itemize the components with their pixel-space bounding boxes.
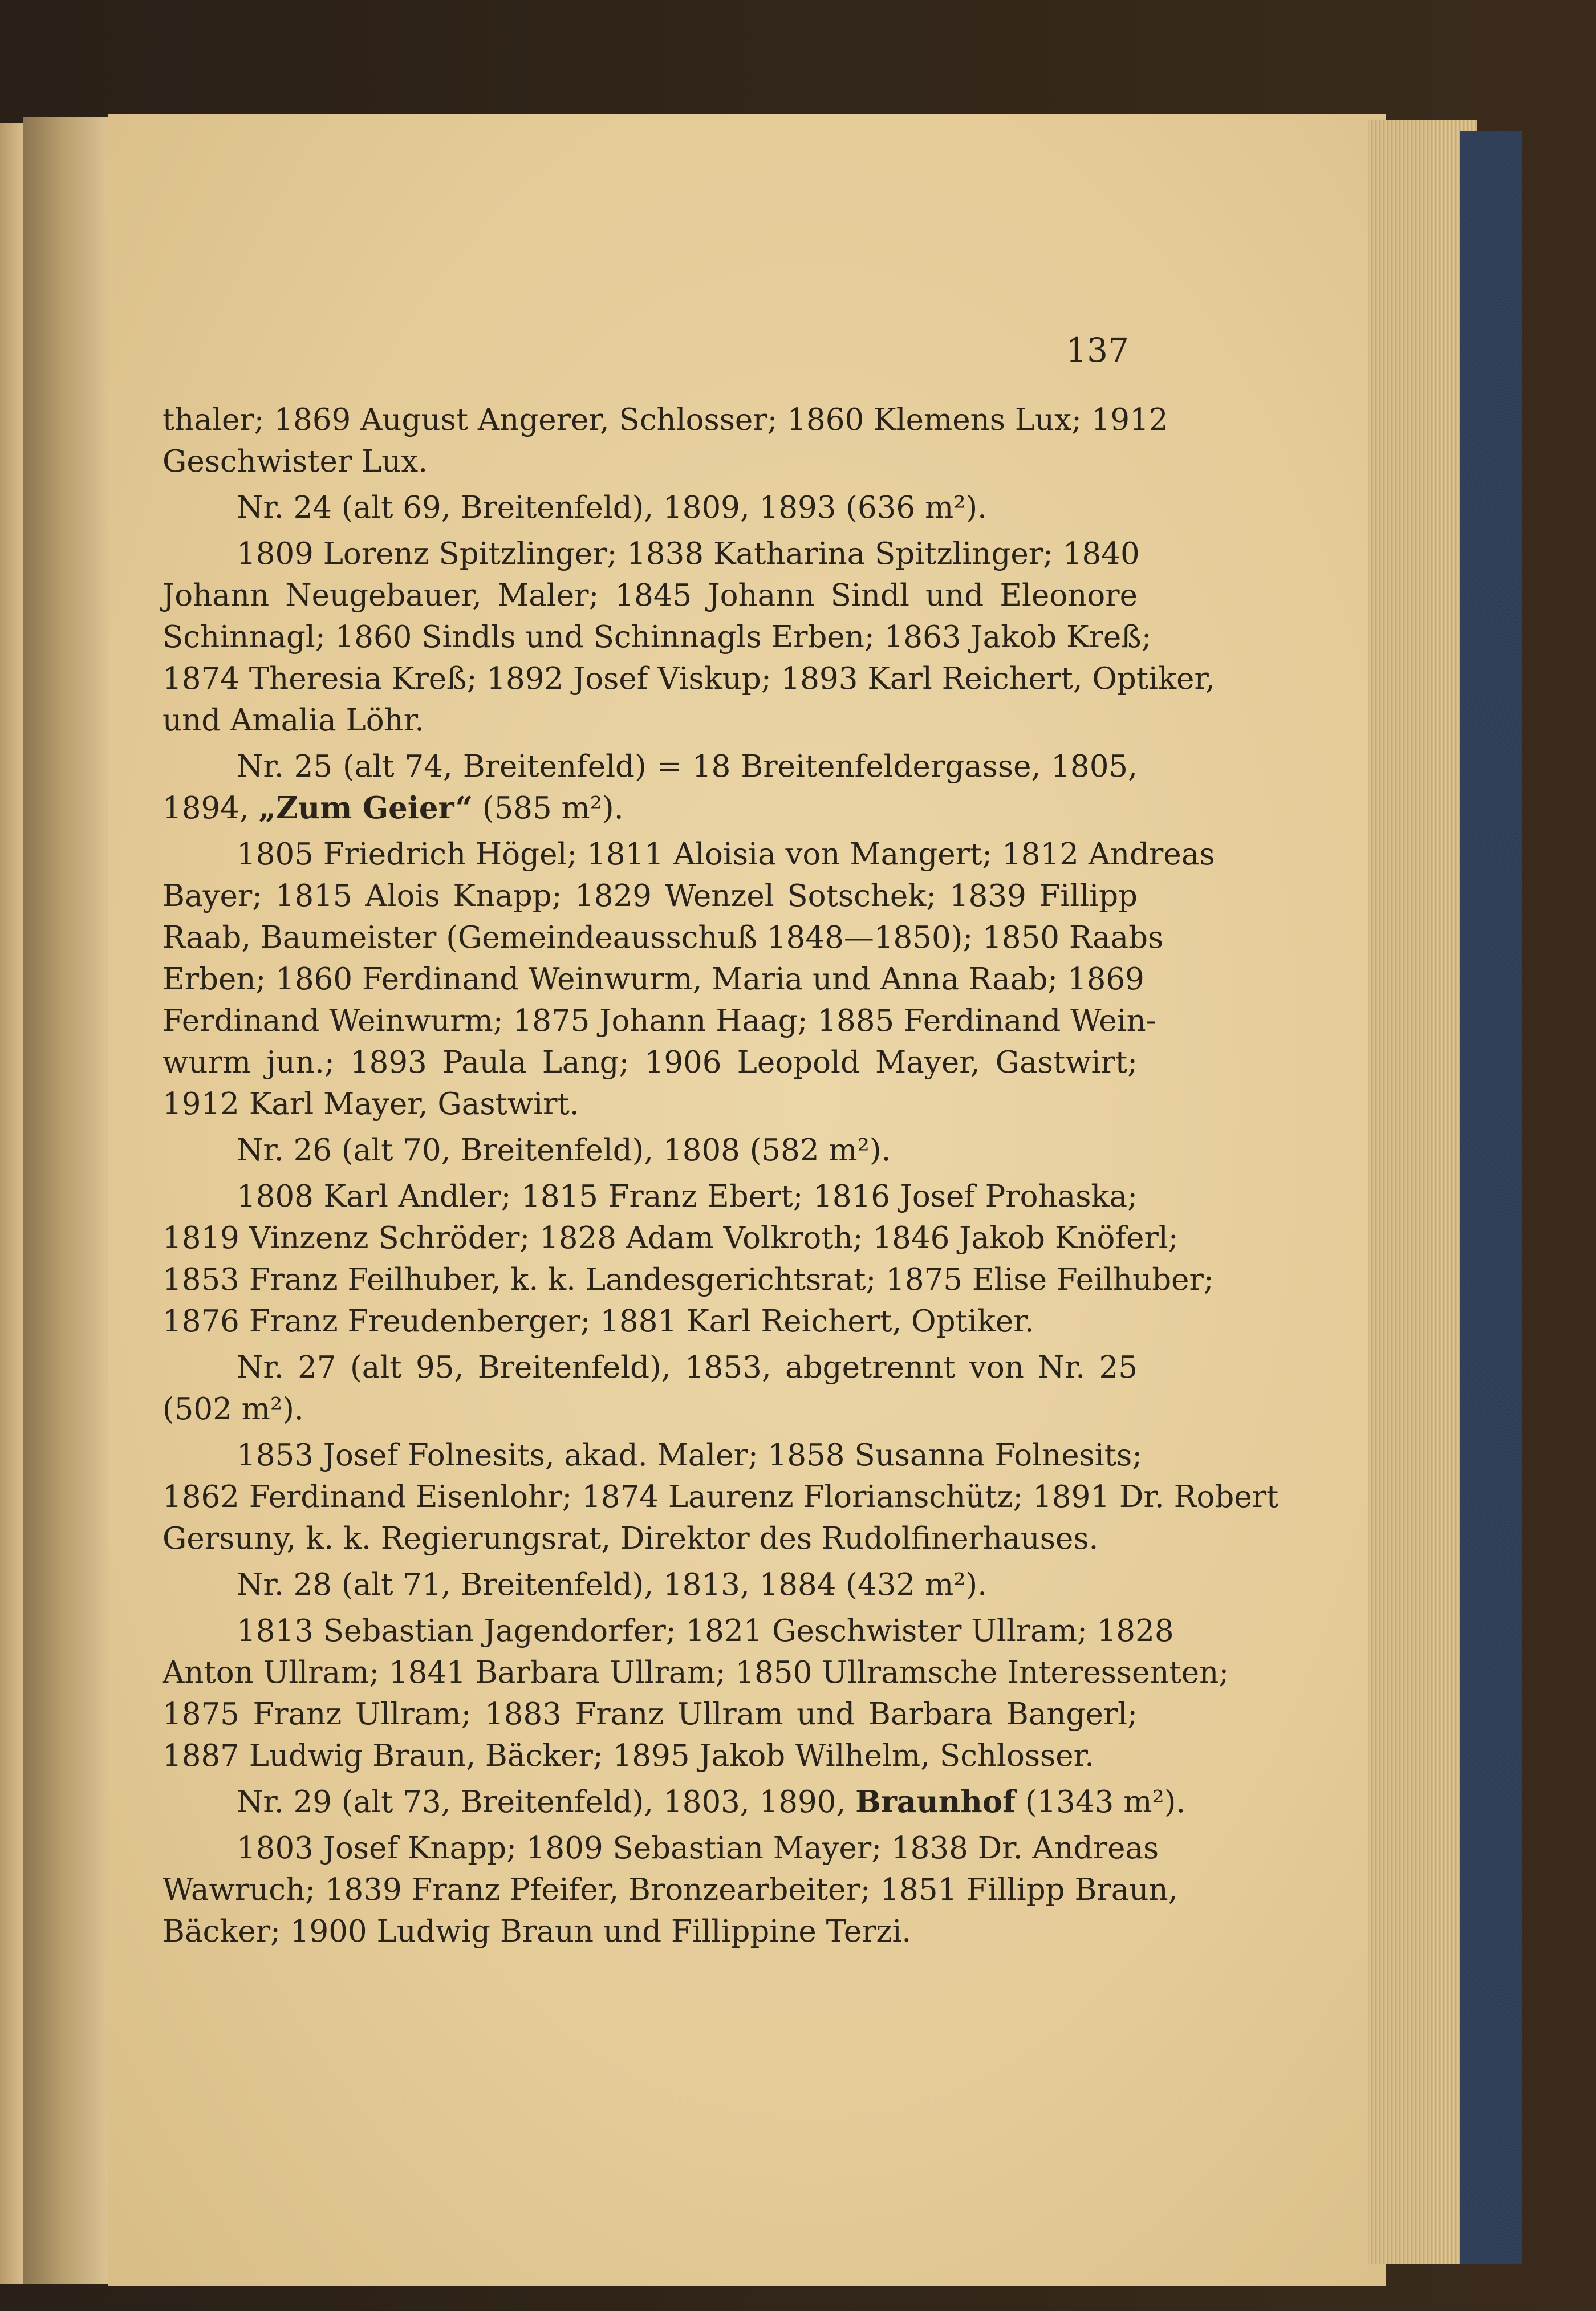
- text-line: [163, 1781, 1186, 1823]
- bold-heading: Braunhof: [855, 1784, 1016, 1819]
- text-line: 1803 Josef Knapp; 1809 Sebastian Mayer; 1838 Dr. Andreas: [237, 1831, 1159, 1866]
- text-line: 1912 Karl Mayer, Gastwirt.: [163, 1087, 579, 1122]
- text-line: 1853 Franz Feilhuber, k. k. Landesgerichtsrat; 1875 Elise Feilhuber;: [163, 1262, 1214, 1297]
- text-line: Schinnagl; 1860 Sindls und Schinnagls Erben; 1863 Jakob Kreß;: [163, 620, 1152, 655]
- left-page-edge: [0, 123, 23, 2284]
- text-line: 1805 Friedrich Högel; 1811 Aloisia von Mangert; 1812 Andreas: [237, 837, 1215, 872]
- text-line: Raab, Baumeister (Gemeindeausschuß 1848—1850); 1850 Raabs: [163, 920, 1164, 955]
- text-run: Nr. 29 (alt 73, Breitenfeld), 1803, 1890,: [237, 1785, 856, 1819]
- text-run: (1343 m²).: [1015, 1785, 1186, 1819]
- text-line: Bäcker; 1900 Ludwig Braun und Fillippine Terzi.: [163, 1914, 912, 1949]
- book-cover-edge: [1460, 131, 1522, 2264]
- text-line: 1853 Josef Folnesits, akad. Maler; 1858 Susanna Folnesits;: [237, 1438, 1143, 1473]
- text-line: Johann Neugebauer, Maler; 1845 Johann Sindl und Eleonore: [163, 578, 1138, 613]
- text-line: und Amalia Löhr.: [163, 703, 425, 738]
- text-line: Nr. 28 (alt 71, Breitenfeld), 1813, 1884 (432 m²).: [237, 1567, 988, 1602]
- text-line: wurm jun.; 1893 Paula Lang; 1906 Leopold Mayer, Gastwirt;: [163, 1045, 1138, 1080]
- bold-heading: „Zum Geier“: [258, 790, 473, 826]
- text-line: Geschwister Lux.: [163, 444, 428, 479]
- text-line: thaler; 1869 August Angerer, Schlosser; 1860 Klemens Lux; 1912: [163, 403, 1168, 437]
- text-run: (585 m²).: [473, 791, 624, 826]
- text-line: Erben; 1860 Ferdinand Weinwurm, Maria und Anna Raab; 1869: [163, 962, 1144, 997]
- text-line: 1887 Ludwig Braun, Bäcker; 1895 Jakob Wilhelm, Schlosser.: [163, 1739, 1094, 1773]
- text-line: Nr. 26 (alt 70, Breitenfeld), 1808 (582 m²).: [237, 1133, 891, 1168]
- text-run: 1894,: [163, 791, 259, 826]
- text-line: (502 m²).: [163, 1392, 304, 1427]
- page-text: [163, 399, 1279, 1957]
- text-line: 1874 Theresia Kreß; 1892 Josef Viskup; 1893 Karl Reichert, Optiker,: [163, 661, 1215, 696]
- text-line: [163, 787, 1138, 829]
- text-line: Wawruch; 1839 Franz Pfeifer, Bronzearbeiter; 1851 Fillipp Braun,: [163, 1873, 1178, 1907]
- text-line: 1862 Ferdinand Eisenlohr; 1874 Laurenz Florianschütz; 1891 Dr. Robert: [163, 1480, 1279, 1514]
- text-line: 1875 Franz Ullram; 1883 Franz Ullram und Barbara Bangerl;: [163, 1697, 1138, 1732]
- book-gutter: [23, 117, 108, 2284]
- text-line: Bayer; 1815 Alois Knapp; 1829 Wenzel Sotschek; 1839 Fillipp: [163, 879, 1138, 913]
- text-line: 1876 Franz Freudenberger; 1881 Karl Reichert, Optiker.: [163, 1304, 1034, 1339]
- text-line: Gersuny, k. k. Regierungsrat, Direktor des Rudolfinerhauses.: [163, 1521, 1099, 1556]
- text-line: Nr. 24 (alt 69, Breitenfeld), 1809, 1893 (636 m²).: [237, 490, 988, 525]
- text-line: Nr. 25 (alt 74, Breitenfeld) = 18 Breitenfeldergasse, 1805,: [237, 749, 1138, 784]
- text-line: 1808 Karl Andler; 1815 Franz Ebert; 1816 Josef Prohaska;: [237, 1179, 1138, 1214]
- text-line: 1813 Sebastian Jagendorfer; 1821 Geschwister Ullram; 1828: [237, 1614, 1174, 1648]
- text-line: 1819 Vinzenz Schröder; 1828 Adam Volkroth; 1846 Jakob Knöferl;: [163, 1221, 1179, 1256]
- text-line: Ferdinand Weinwurm; 1875 Johann Haag; 1885 Ferdinand Wein-: [163, 1004, 1156, 1038]
- text-line: Anton Ullram; 1841 Barbara Ullram; 1850 Ullramsche Interessenten;: [163, 1655, 1229, 1690]
- text-line: Nr. 27 (alt 95, Breitenfeld), 1853, abgetrennt von Nr. 25: [237, 1350, 1138, 1385]
- text-line: 1809 Lorenz Spitzlinger; 1838 Katharina Spitzlinger; 1840: [237, 537, 1140, 571]
- page-number: 137: [1066, 331, 1129, 369]
